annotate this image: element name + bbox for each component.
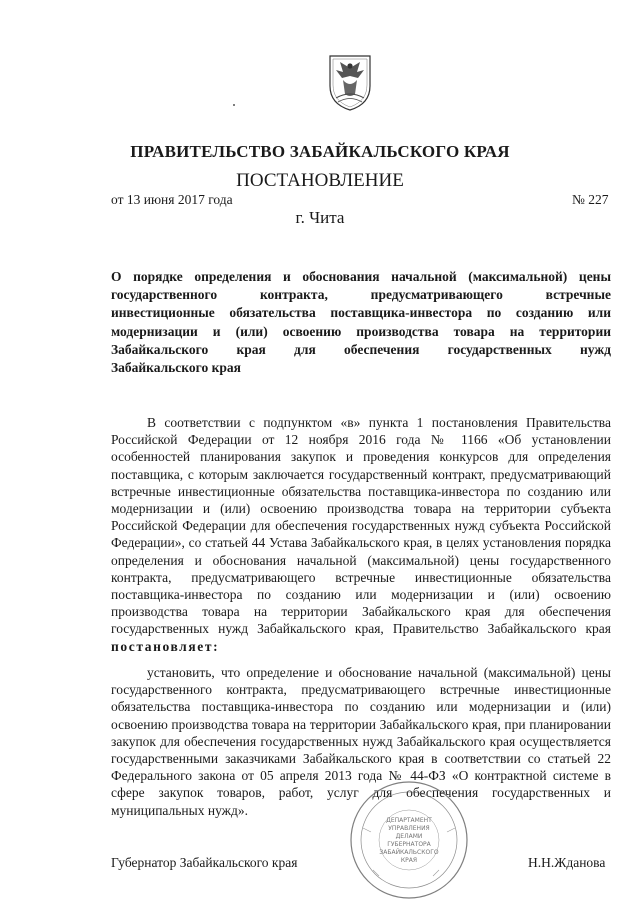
resolution-paragraph: установить, что определение и обоснование начальной (максимальной) цены государственного контракта, предусматривающего встречные инвестиционные обязательства поставщика-инвестора по созданию или модернизации и (или) освоению производства товара на территории Забайкальского края, при планировании закупок для обеспечения государственных нужд Забайкальского края осуществляется государственными заказчиками Забайкальского края в соответствии со статьей 22 Федерального закона от 05 апреля 2013 года № 44-ФЗ «О контрактной системе в сфере закупок товаров, работ, услуг для обеспечения государственных и муниципальных нужд».: [111, 665, 611, 818]
document-type: ПОСТАНОВЛЕНИЕ: [236, 170, 404, 191]
title-line: государственного контракта, предусматривающего встречные: [111, 287, 611, 303]
stamp-line: ДЕПАРТАМЕНТ: [386, 817, 432, 824]
document-title: [111, 268, 611, 377]
title-line: модернизации и (или) освоению производства товара на территории: [111, 323, 611, 339]
document-number: № 227: [572, 192, 609, 207]
title-line: инвестиционные обязательства поставщика-инвестора по созданию или: [111, 305, 611, 321]
stamp-line: ДЕЛАМИ: [395, 833, 423, 840]
coat-of-arms-icon: [326, 52, 374, 112]
resolves-keyword: постановляет:: [111, 638, 220, 654]
preamble-text: В соответствии с подпунктом «в» пункта 1 постановления Правительства Российской Федерации от 12 ноября 2016 года № 1166 «Об установлении особенностей планирования закупок и проведения конкурсов для определения поставщика, с которым заключается государственный контракт, предусматривающий встречные инвестиционные обязательства поставщика-инвестора по созданию или модернизации и (или) освоению производства товара на территории субъекта Российской Федерации для обеспечения государственных нужд субъекта Российской Федерации», со статьей 44 Устава Забайкальского края, в целях установления порядка определения и обоснования начальной (максимальной) цены государственного контракта, предусматривающего встречные инвестиционные обязательства поставщика-инвестора по созданию или модернизации и (или) освоению производства товара на территории Забайкальского края для обеспечения государственных нужд Забайкальского края, Правительство Забайкальского края: [111, 415, 611, 637]
stamp-line: УПРАВЛЕНИЯ: [388, 825, 430, 832]
title-line: Забайкальского края для обеспечения государственных нужд: [111, 341, 611, 357]
signature-name: Н.Н.Жданова: [528, 855, 606, 870]
stamp-line: КРАЯ: [400, 857, 418, 864]
signature-position: Губернатор Забайкальского края: [111, 855, 298, 870]
official-stamp: [343, 778, 475, 902]
stamp-line: ЗАБАЙКАЛЬСКОГО: [379, 849, 439, 856]
government-title: ПРАВИТЕЛЬСТВО ЗАБАЙКАЛЬСКОГО КРАЯ: [130, 142, 510, 161]
document-city: г. Чита: [295, 208, 345, 227]
stamp-line: ГУБЕРНАТОРА: [387, 841, 431, 848]
preamble-paragraph: [111, 414, 611, 655]
title-line: Забайкальского края: [111, 360, 241, 376]
scan-speck: [233, 104, 235, 106]
title-line: О порядке определения и обоснования начальной (максимальной) цены: [111, 269, 611, 284]
document-date: от 13 июня 2017 года: [111, 192, 233, 207]
